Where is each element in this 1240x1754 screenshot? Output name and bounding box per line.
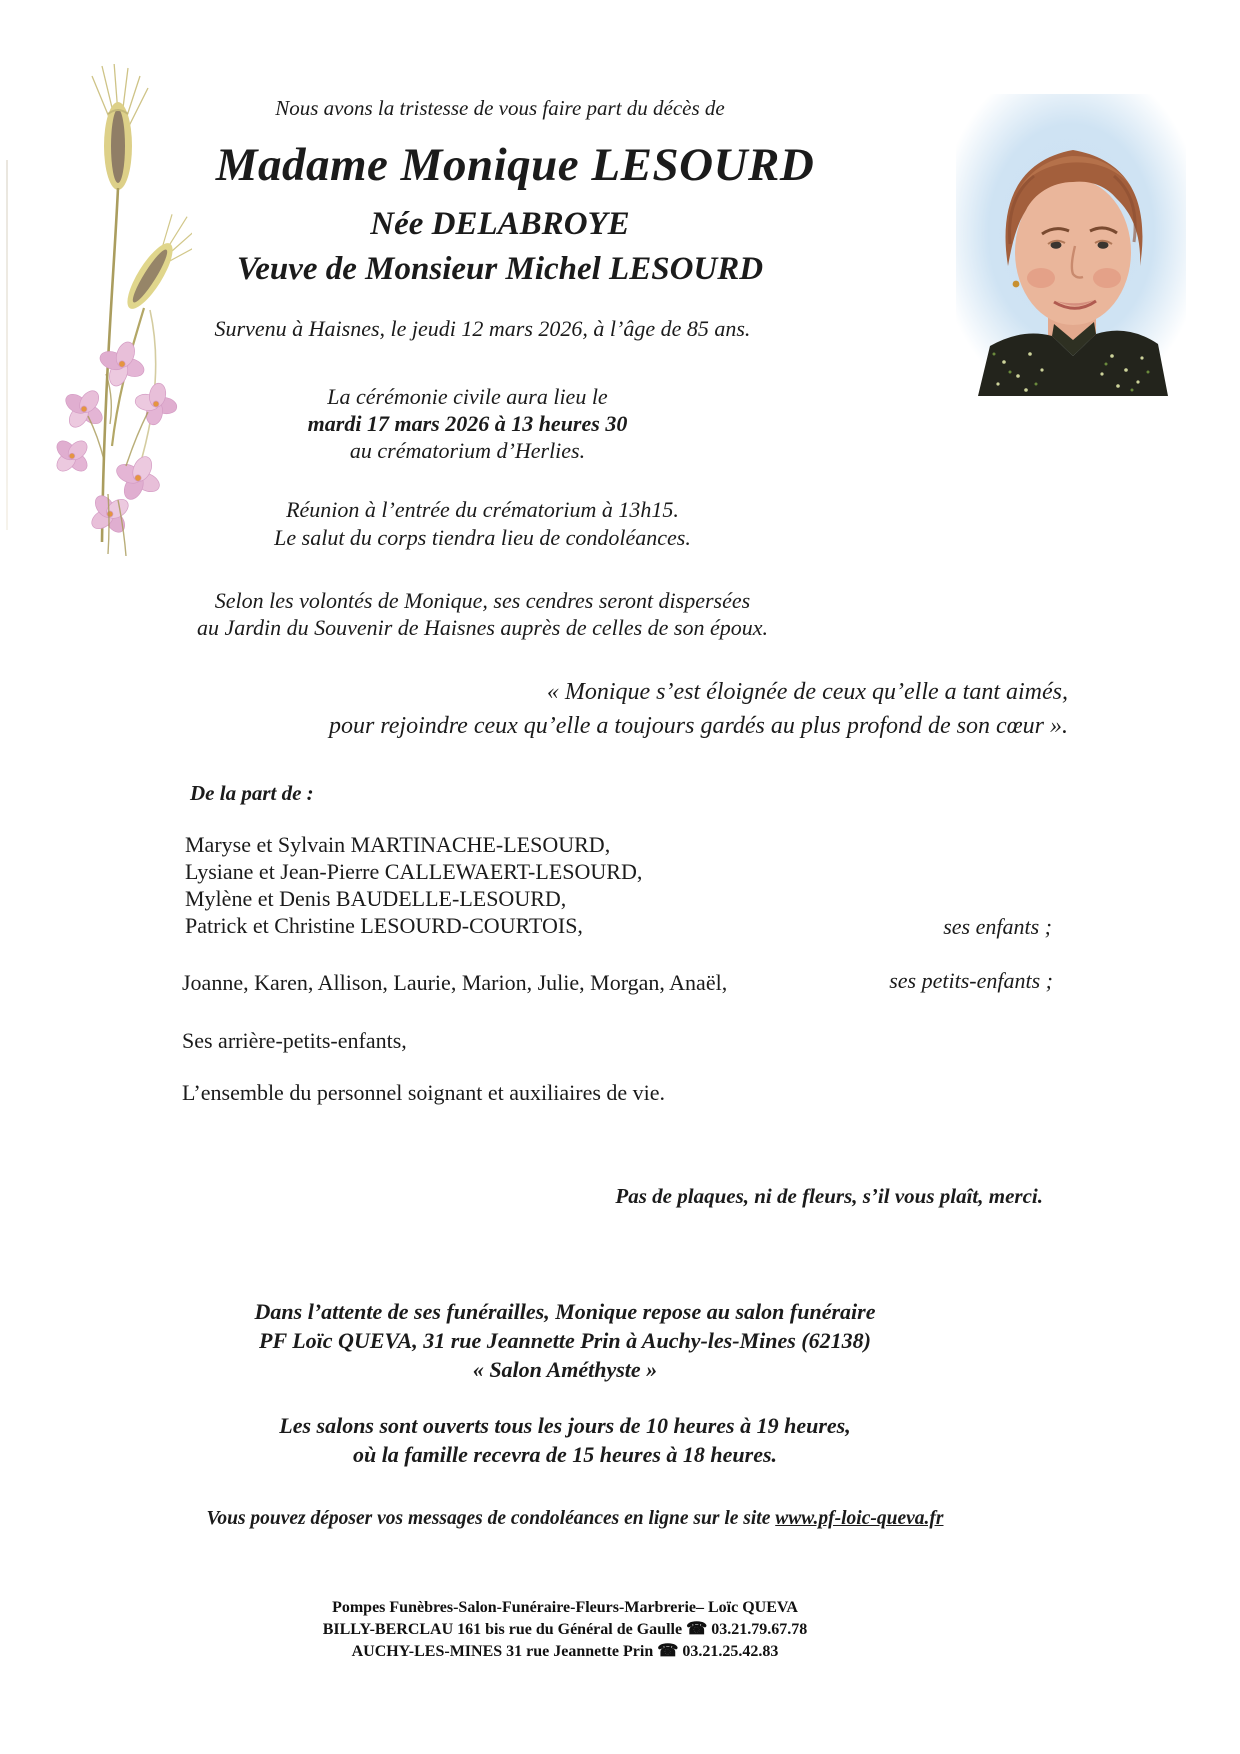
- child-line: Patrick et Christine LESOURD-COURTOIS,: [185, 913, 583, 938]
- ashes-block: [0, 587, 965, 641]
- repose-line-2: PF Loïc QUEVA, 31 rue Jeannette Prin à Auchy-les-Mines (62138): [259, 1328, 871, 1353]
- memorial-quote: [148, 675, 1068, 743]
- children-list: [185, 831, 642, 939]
- repose-block: [0, 1297, 1130, 1384]
- intro-line: Nous avons la tristesse de vous faire part du décès de: [275, 96, 725, 120]
- condolences-line: [0, 1508, 1150, 1530]
- funeral-home-footer: [0, 1597, 1130, 1662]
- ashes-line-1: Selon les volontés de Monique, ses cendres seront dispersées: [214, 588, 751, 613]
- quote-line-2: pour rejoindre ceux qu’elle a toujours gardés au plus profond de son cœur ».: [328, 713, 1068, 739]
- footer-address-1: BILLY-BERCLAU 161 bis rue du Général de Gaulle: [322, 1621, 687, 1638]
- footer-address-line-1: [0, 1618, 1130, 1640]
- hours-line-1: Les salons sont ouverts tous les jours de 10 heures à 19 heures,: [279, 1413, 851, 1438]
- repose-salon-name: « Salon Améthyste »: [472, 1357, 658, 1382]
- meeting-block: [0, 496, 965, 552]
- grandchildren-line: Joanne, Karen, Allison, Laurie, Marion, Julie, Morgan, Anaël,: [182, 970, 728, 995]
- ceremony-date: mardi 17 mars 2026 à 13 heures 30: [307, 411, 628, 436]
- meeting-line-1: Réunion à l’entrée du crématorium à 13h15.: [286, 497, 679, 522]
- hours-line-2: où la famille recevra de 15 heures à 18 heures.: [352, 1442, 778, 1467]
- phone-icon: ☎: [657, 1641, 679, 1660]
- opening-hours-block: [0, 1411, 1130, 1469]
- footer-phone-1: 03.21.79.67.78: [707, 1621, 808, 1638]
- quote-line-1: « Monique s’est éloignée de ceux qu’elle a tant aimés,: [546, 679, 1068, 705]
- footer-address-line-2: [0, 1640, 1130, 1662]
- phone-icon: ☎: [686, 1619, 708, 1638]
- care-staff-line: L’ensemble du personnel soignant et auxiliaires de vie.: [182, 1080, 666, 1105]
- meeting-line-2: Le salut du corps tiendra lieu de condoléances.: [274, 525, 691, 550]
- condolences-text: Vous pouvez déposer vos messages de condoléances en ligne sur le site: [206, 1508, 776, 1529]
- repose-line-1: Dans l’attente de ses funérailles, Monique repose au salon funéraire: [254, 1299, 876, 1324]
- ceremony-line-1: La cérémonie civile aura lieu le: [327, 384, 608, 409]
- child-line: Maryse et Sylvain MARTINACHE-LESOURD,: [185, 832, 611, 857]
- no-flowers-notice: Pas de plaques, ni de fleurs, s’il vous plaît, merci.: [615, 1184, 1043, 1208]
- great-grandchildren-line: Ses arrière-petits-enfants,: [182, 1028, 407, 1053]
- maiden-name: Née DELABROYE: [370, 206, 630, 242]
- ashes-line-2: au Jardin du Souvenir de Haisnes auprès de celles de son époux.: [196, 615, 769, 640]
- grandchildren-label: ses petits-enfants ;: [889, 968, 1053, 993]
- death-line: Survenu à Haisnes, le jeudi 12 mars 2026, à l’âge de 85 ans.: [214, 316, 751, 341]
- condolences-link[interactable]: www.pf-loic-queva.fr: [775, 1508, 944, 1529]
- child-line: Lysiane et Jean-Pierre CALLEWAERT-LESOURD,: [185, 859, 643, 884]
- deceased-name: Madame Monique LESOURD: [215, 139, 815, 191]
- child-line: Mylène et Denis BAUDELLE-LESOURD,: [185, 886, 567, 911]
- footer-address-2: AUCHY-LES-MINES 31 rue Jeannette Prin: [351, 1643, 658, 1660]
- footer-company-line: Pompes Funèbres-Salon-Funéraire-Fleurs-Marbrerie– Loïc QUEVA: [332, 1599, 798, 1616]
- children-label: ses enfants ;: [943, 914, 1052, 939]
- footer-phone-2: 03.21.25.42.83: [678, 1643, 779, 1660]
- ceremony-place: au crématorium d’Herlies.: [349, 438, 586, 463]
- ceremony-block: [0, 383, 935, 464]
- widow-line: Veuve de Monsieur Michel LESOURD: [236, 251, 764, 287]
- scan-artifact: [6, 160, 8, 530]
- from-heading: De la part de :: [190, 781, 314, 805]
